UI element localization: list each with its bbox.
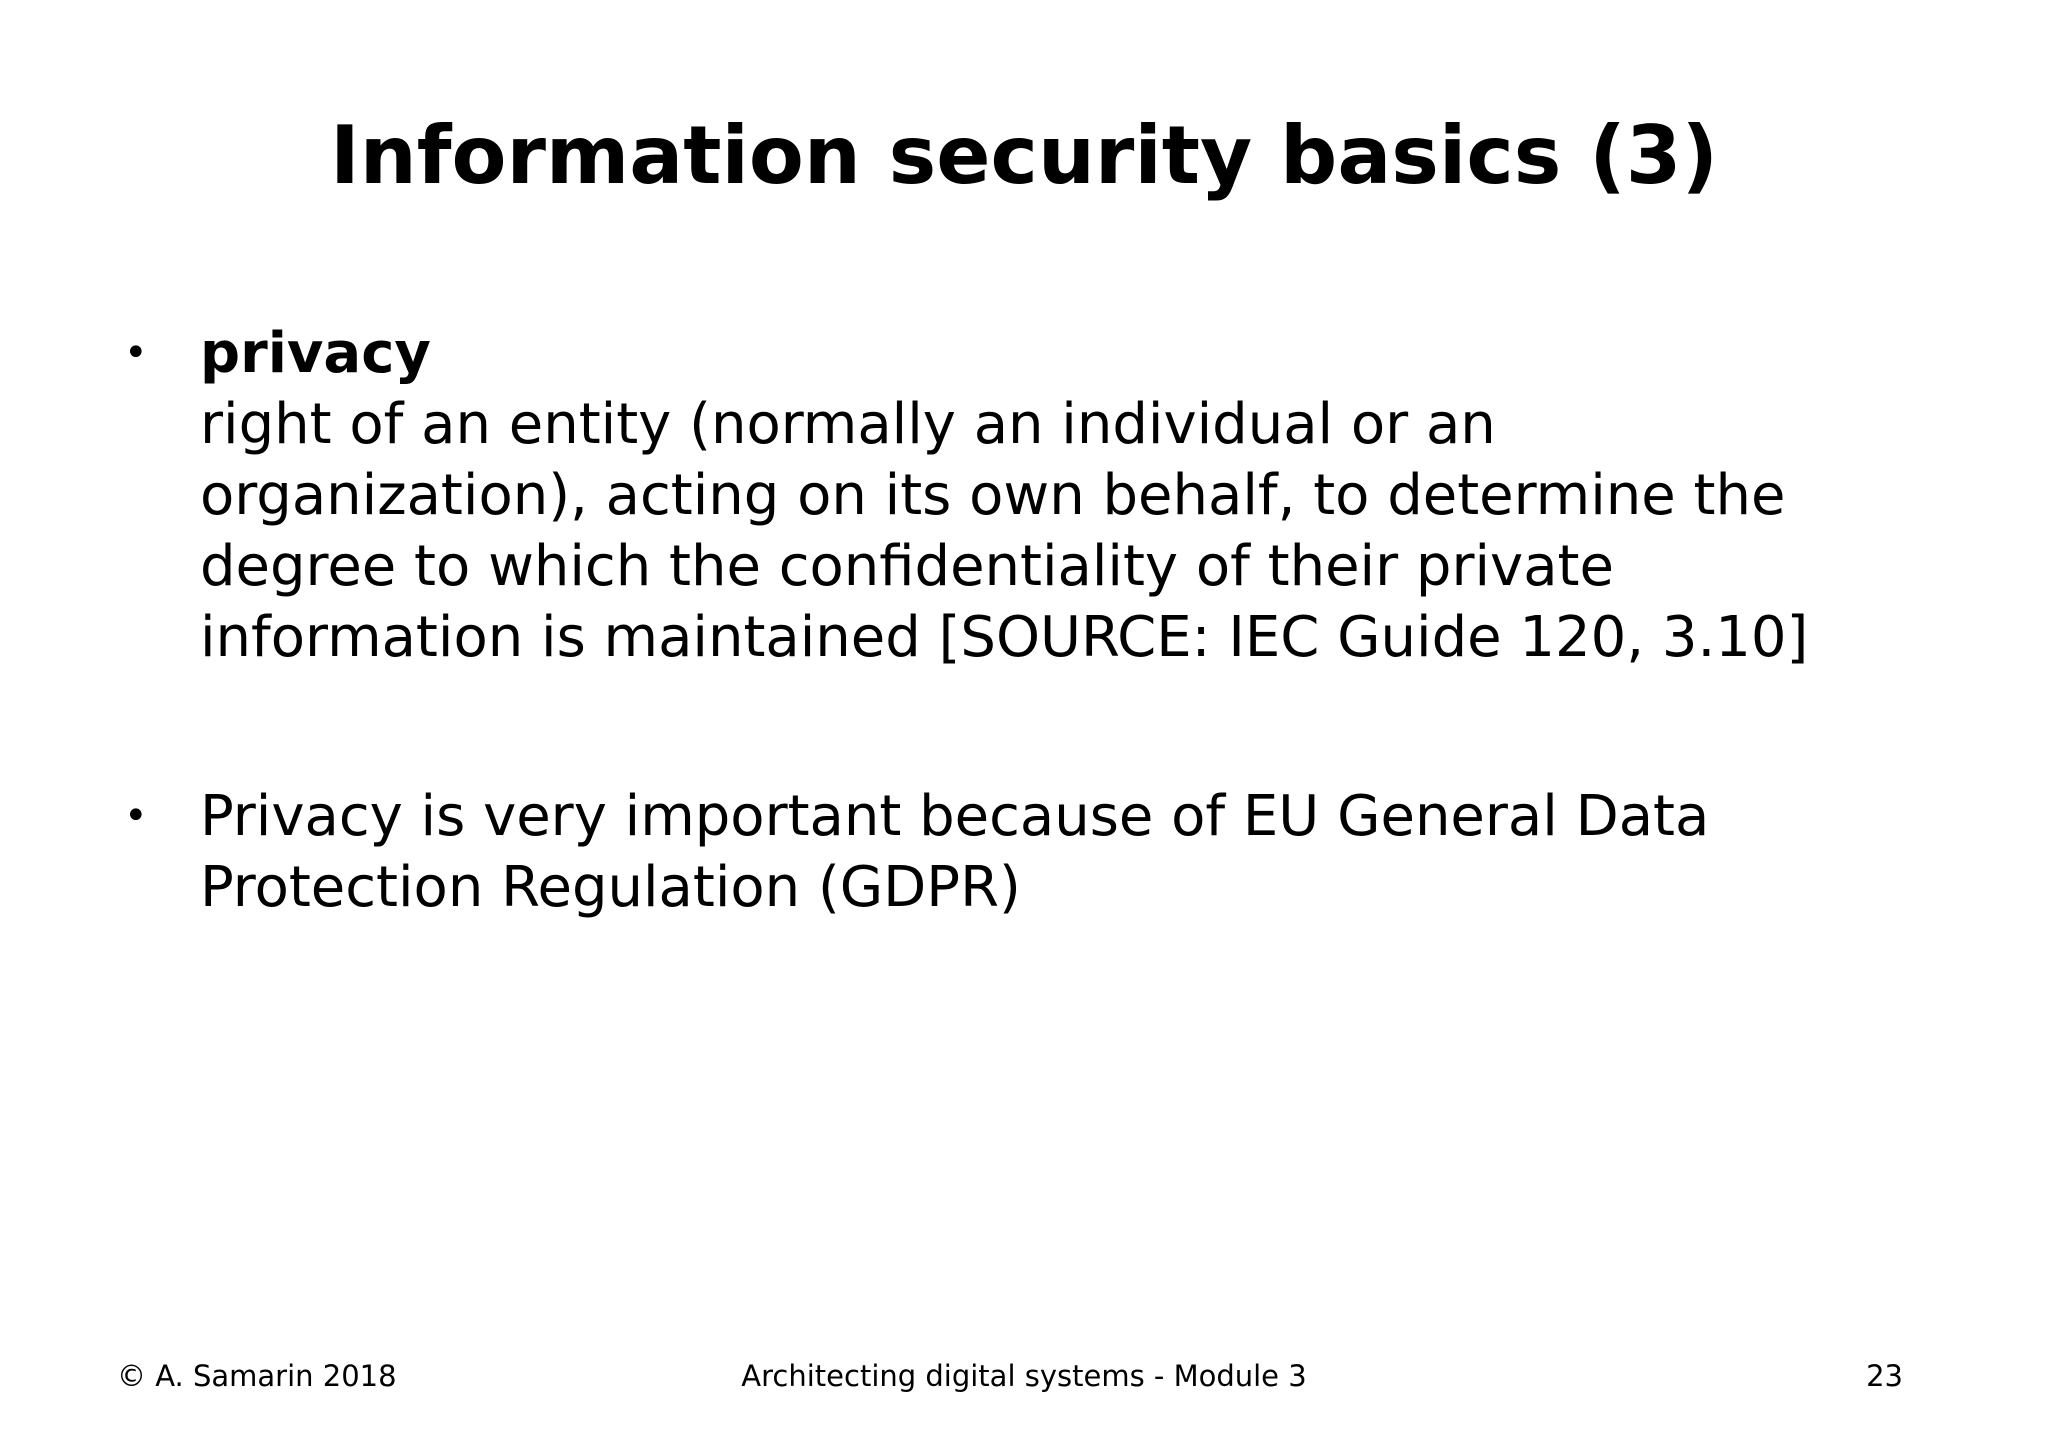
slide-title: Information security basics (3) xyxy=(329,109,1719,202)
bullet-marker: • xyxy=(124,793,148,839)
footer-page-number: 23 xyxy=(1866,1359,1903,1393)
bullet-list xyxy=(118,318,1978,923)
privacy-definition: right of an entity (normally an individual or an organization), acting on its own behalf, to determine the degree to which the confidentiality of their private information is maintained [SOURCE: IEC Guide 120, 3.10] xyxy=(200,392,1809,670)
bullet-marker: • xyxy=(124,330,148,376)
bullet-item-privacy-definition xyxy=(118,318,1978,673)
bullet-item-gdpr-note xyxy=(118,781,1978,923)
term-privacy: privacy xyxy=(200,321,431,386)
footer-course-title: Architecting digital systems - Module 3 xyxy=(741,1359,1307,1393)
footer-copyright: © A. Samarin 2018 xyxy=(117,1359,397,1393)
gdpr-note: Privacy is very important because of EU General Data Protection Regulation (GDPR) xyxy=(200,784,1710,920)
